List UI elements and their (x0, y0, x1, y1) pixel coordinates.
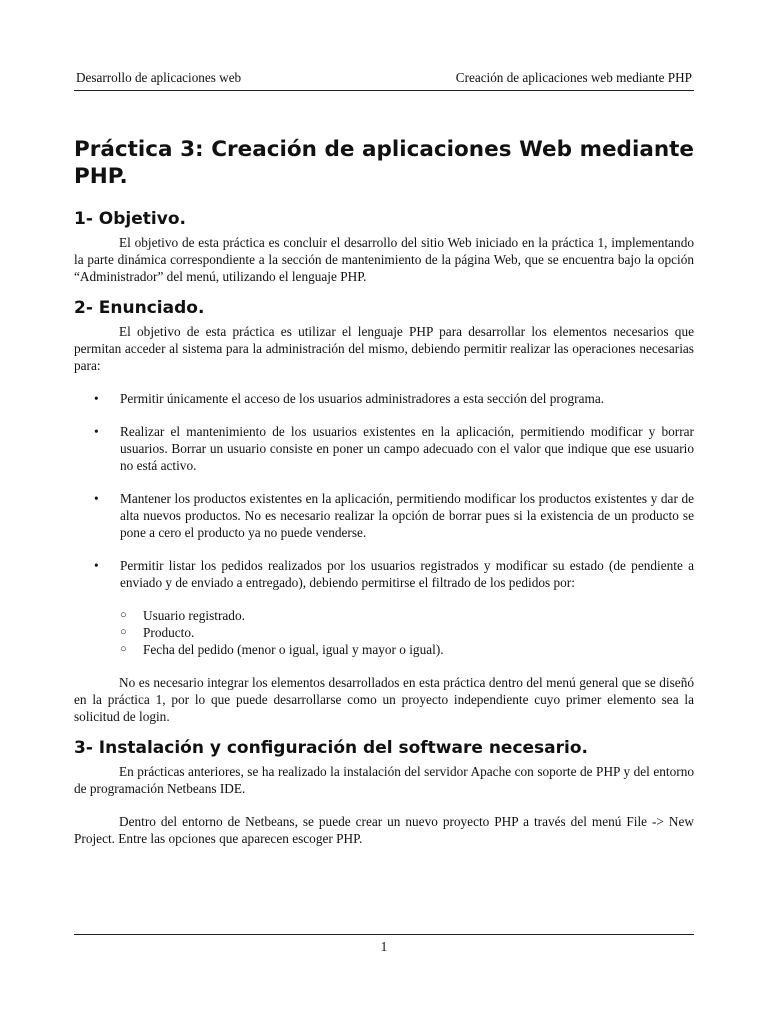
list-item-text: Permitir únicamente el acceso de los usuarios administradores a esta sección del programa. (120, 391, 605, 406)
objetivo-paragraph: El objetivo de esta práctica es concluir el desarrollo del sitio Web iniciado en la práctica 1, implementando la parte dinámica correspondiente a la sección de mantenimiento de la página Web, que se encuentra bajo la opción “Administrador” del menú, utilizando el lenguaje PHP. (74, 235, 694, 284)
sub-list-item (74, 607, 694, 624)
page-footer (74, 934, 694, 955)
sub-list-item (74, 624, 694, 641)
header-right-text: Creación de aplicaciones web mediante PHP (455, 70, 692, 85)
page-header (74, 70, 694, 91)
section-heading-enunciado: 2- Enunciado. (74, 298, 205, 318)
bullet-icon: • (94, 424, 99, 439)
filter-options-list (74, 607, 694, 658)
sub-list-item-text: Usuario registrado. (143, 608, 245, 623)
circle-bullet-icon: ○ (120, 626, 127, 638)
requirements-list (74, 390, 694, 591)
section-heading-objetivo: 1- Objetivo. (74, 209, 186, 229)
document-title: Práctica 3: Creación de aplicaciones Web mediante PHP. (74, 137, 694, 189)
document-content (74, 136, 694, 847)
circle-bullet-icon: ○ (120, 609, 127, 621)
enunciado-intro-paragraph: El objetivo de esta práctica es utilizar el lenguaje PHP para desarrollar los elementos necesarios que permitan acceder al sistema para la administración del mismo, debiendo permitir realizar las operaciones necesarias para: (74, 324, 694, 373)
list-item-text: Permitir listar los pedidos realizados por los usuarios registrados y modificar su estado (de pendiente a enviado y de enviado a entregado), debiendo permitirse el filtrado de los pedidos por: (120, 558, 694, 590)
bullet-icon: • (94, 558, 99, 573)
sub-list-item (74, 641, 694, 658)
instalacion-paragraph-2: Dentro del entorno de Netbeans, se puede crear un nuevo proyecto PHP a través del menú File -> New Project. Entre las opciones que aparecen escoger PHP. (74, 814, 694, 846)
bullet-icon: • (94, 491, 99, 506)
page-number: 1 (380, 939, 388, 954)
header-left-text: Desarrollo de aplicaciones web (76, 70, 242, 85)
list-item-text: Mantener los productos existentes en la aplicación, permitiendo modificar los productos existentes y dar de alta nuevos productos. No es necesario realizar la opción de borrar pues si la existencia de un producto se pone a cero el producto ya no puede venderse. (120, 491, 694, 540)
instalacion-paragraph-1: En prácticas anteriores, se ha realizado la instalación del servidor Apache con soporte de PHP y del entorno de programación Netbeans IDE. (74, 764, 694, 796)
list-item (74, 390, 694, 407)
sub-list-item-text: Fecha del pedido (menor o igual, igual y mayor o igual). (143, 642, 444, 657)
list-item (74, 557, 694, 591)
bullet-icon: • (94, 391, 99, 406)
section-heading-instalacion: 3- Instalación y configuración del software necesario. (74, 738, 588, 758)
list-item (74, 490, 694, 541)
list-item (74, 423, 694, 474)
sub-list-item-text: Producto. (143, 625, 195, 640)
enunciado-closing-paragraph: No es necesario integrar los elementos desarrollados en esta práctica dentro del menú general que se diseñó en la práctica 1, por lo que puede desarrollarse como un proyecto independiente cuyo primer elemento sea la solicitud de login. (74, 675, 694, 724)
circle-bullet-icon: ○ (120, 643, 127, 655)
list-item-text: Realizar el mantenimiento de los usuarios existentes en la aplicación, permitiendo modificar y borrar usuarios. Borrar un usuario consiste en poner un campo adecuado con el valor que indique que ese usuario no está activo. (120, 424, 694, 473)
